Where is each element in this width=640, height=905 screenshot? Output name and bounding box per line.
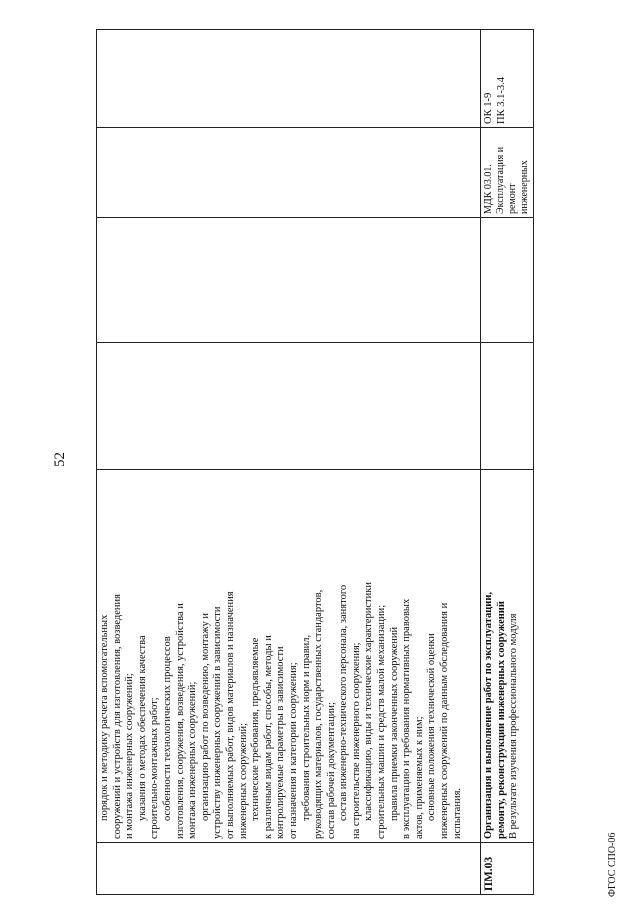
competencies-cell	[97, 30, 481, 128]
knowledge-line: монтажа инженерных сооружений;	[187, 681, 199, 839]
module-code-cell-empty	[97, 843, 481, 895]
professional-competencies: ПК 3.1-3.4	[495, 77, 507, 124]
knowledge-line: от выполняемых работ, видов материалов и назначения	[224, 591, 236, 839]
knowledge-line: особенности технологических процессов	[161, 636, 173, 821]
knowledge-line: классификацию, виды и технические характеристики	[363, 582, 375, 821]
module-title-line-2: ремонту, реконструкции инженерных сооружений	[495, 601, 507, 839]
required-hours-cell	[481, 218, 534, 343]
general-competencies: ОК 1-9	[483, 92, 494, 124]
knowledge-line: указания о методах обеспечения качества	[136, 635, 148, 821]
discipline-cell	[97, 128, 481, 218]
knowledge-line: порядок и методику расчета вспомогательных	[99, 614, 110, 821]
knowledge-line: и монтажа инженерных сооружений;	[124, 673, 136, 839]
knowledge-line: изготовления, сооружения, возведения, устройства и	[174, 603, 186, 839]
knowledge-line: строительно-монтажных работ;	[149, 697, 161, 839]
knowledge-line: технические требования, предъявляемые	[250, 637, 262, 821]
module-title-cell	[481, 470, 534, 843]
knowledge-line: в эксплуатацию и требования нормативных правовых	[401, 598, 413, 839]
curriculum-table	[96, 29, 534, 895]
module-title-line-1: Организация и выполнение работ по эксплуатации,	[483, 591, 494, 839]
footer-standard-code: ФГОС СПО-06	[607, 832, 618, 897]
discipline-name-line-1: Эксплуатация и	[495, 146, 506, 214]
discipline-name-line-2: ремонт инженерных	[507, 160, 530, 214]
module-intro-text: В результате изучения профессионального модуля	[508, 613, 520, 839]
knowledge-line: актов, применяемых к ним;	[413, 716, 425, 839]
discipline-cell	[481, 128, 534, 218]
knowledge-line: инженерных сооружений по данным обследования и	[439, 602, 451, 839]
knowledge-line: основные положения технической оценки	[426, 633, 438, 821]
knowledge-line: от назначения и категории сооружения;	[287, 662, 299, 839]
knowledge-line: строительных машин и средств малой механизации;	[376, 604, 388, 839]
table-row-knowledge	[97, 30, 481, 895]
knowledge-line: контролируемые параметры в зависимости	[275, 646, 287, 839]
competencies-cell	[481, 30, 534, 128]
module-content-cell	[97, 470, 481, 843]
max-hours-cell	[481, 343, 534, 470]
knowledge-line: инженерных сооружений;	[237, 722, 249, 839]
knowledge-line: требования строительных норм и правил,	[300, 634, 312, 821]
required-hours-cell	[97, 218, 481, 343]
knowledge-line: сооружений и устройств для изготовления, возведения	[111, 594, 123, 839]
max-hours-cell	[97, 343, 481, 470]
discipline-code: МДК 03.01.	[483, 164, 494, 214]
knowledge-line: состав рабочей документации;	[325, 702, 337, 839]
knowledge-list	[99, 473, 464, 839]
knowledge-line: руководящих материалов, государственных стандартов,	[313, 589, 325, 839]
knowledge-line: испытания.	[451, 787, 463, 839]
knowledge-line: к различным видам работ, способы, методы и	[262, 635, 274, 839]
module-code-cell: ПМ.03	[481, 843, 534, 895]
knowledge-line: организацию работ по возведению, монтажу и	[199, 613, 211, 821]
knowledge-line: устройству инженерных сооружений в зависимости	[212, 606, 224, 839]
table-row-pm03	[481, 30, 534, 895]
knowledge-line: на строительстве инженерного сооружения;	[350, 642, 362, 839]
knowledge-line: правила приемки законченных сооружений	[388, 626, 400, 821]
page-number: 52	[52, 452, 68, 467]
knowledge-line: состав инженерно-технического персонала, занятого	[338, 584, 350, 821]
